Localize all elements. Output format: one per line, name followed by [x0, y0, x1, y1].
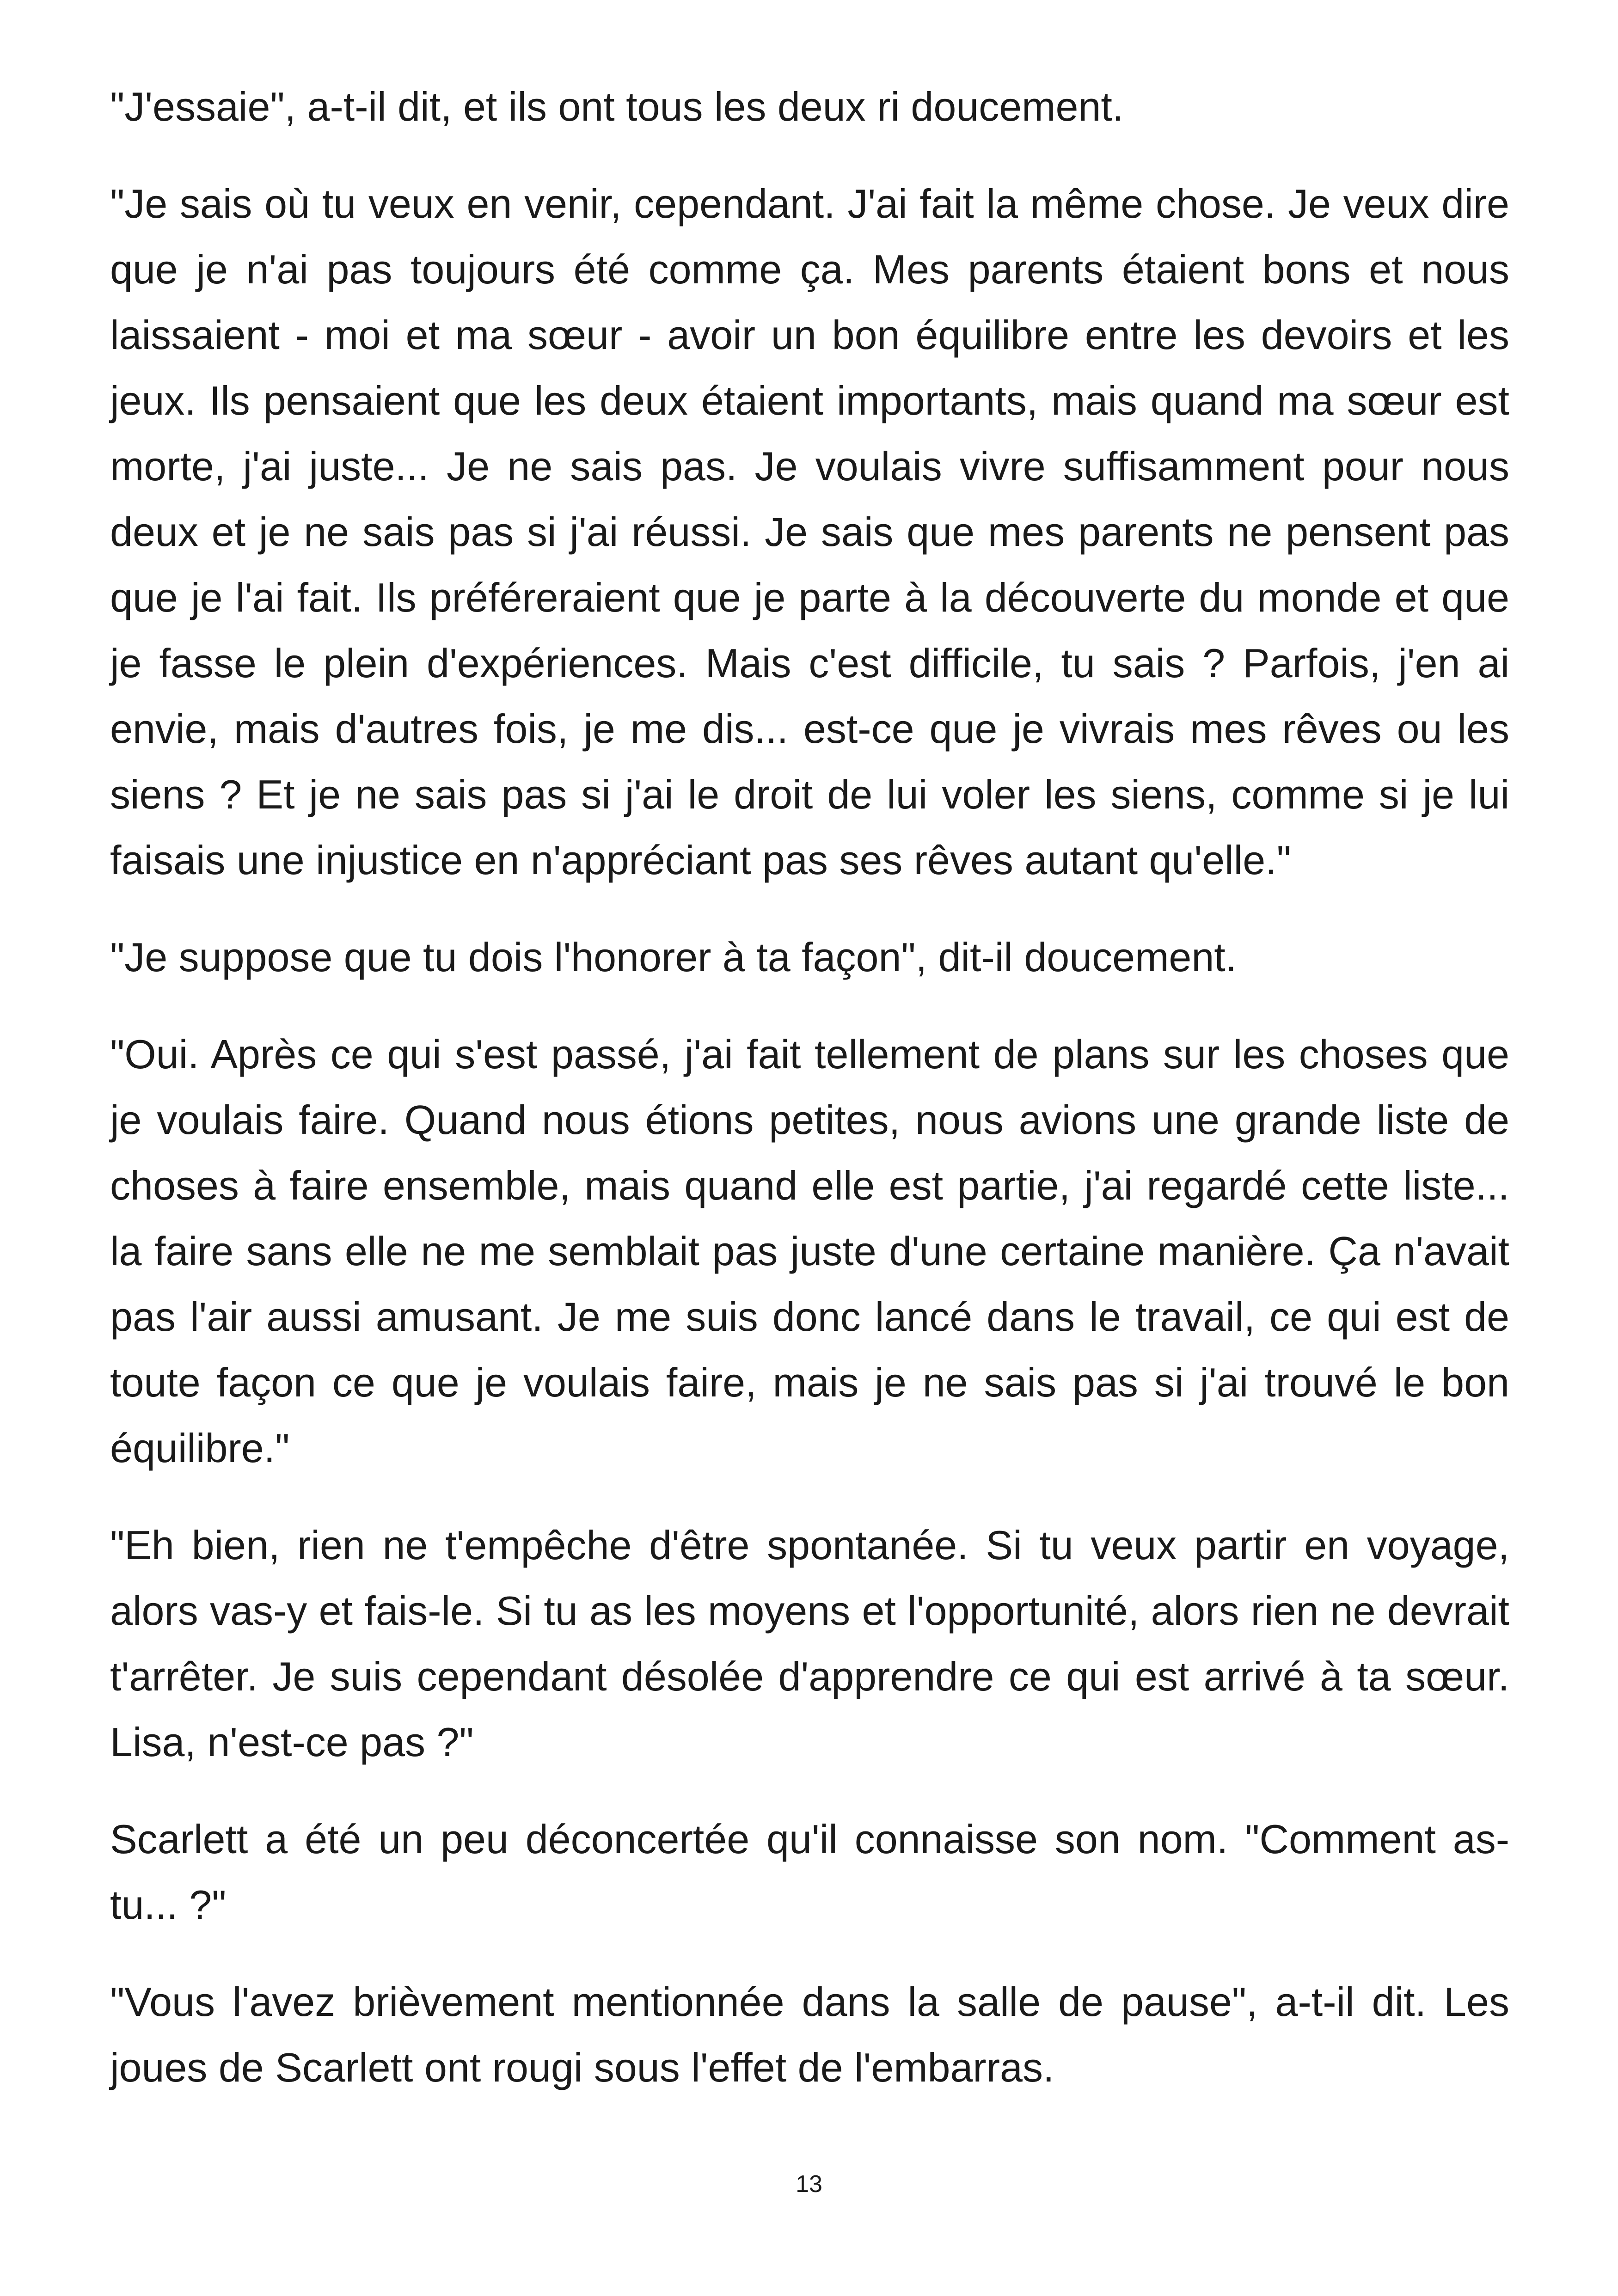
- body-text: [110, 74, 1509, 2132]
- paragraph: Scarlett a été un peu déconcertée qu'il connaisse son nom. "Comment as-tu... ?": [110, 1816, 1509, 1928]
- paragraph: "Je suppose que tu dois l'honorer à ta façon", dit-il doucement.: [110, 934, 1237, 980]
- paragraph: "Vous l'avez brièvement mentionnée dans la salle de pause", a-t-il dit. Les joues de Scarlett ont rougi sous l'effet de l'embarras.: [110, 1979, 1509, 2090]
- paragraph: "Je sais où tu veux en venir, cependant. J'ai fait la même chose. Je veux dire que je n'ai pas toujours été comme ça. Mes parents étaient bons et nous laissaient - moi et ma sœur - avoir un bon équilibre entre les devoirs et les jeux. Ils pensaient que les deux étaient importants, mais quand ma sœur est morte, j'ai juste... Je ne sais pas. Je voulais vivre suffisamment pour nous deux et je ne sais pas si j'ai réussi. Je sais que mes parents ne pensent pas que je l'ai fait. Ils préféreraient que je parte à la découverte du monde et que je fasse le plein d'expériences. Mais c'est difficile, tu sais ? Parfois, j'en ai envie, mais d'autres fois, je me dis... est-ce que je vivrais mes rêves ou les siens ? Et je ne sais pas si j'ai le droit de lui voler les siens, comme si je lui faisais une injustice en n'appréciant pas ses rêves autant qu'elle.": [110, 181, 1509, 883]
- paragraph: "Eh bien, rien ne t'empêche d'être spontanée. Si tu veux partir en voyage, alors vas-y et fais-le. Si tu as les moyens et l'opportunité, alors rien ne devrait t'arrêter. Je suis cependant désolée d'apprendre ce qui est arrivé à ta sœur. Lisa, n'est-ce pas ?": [110, 1522, 1509, 1765]
- page-number: 13: [796, 2171, 822, 2198]
- paragraph: "Oui. Après ce qui s'est passé, j'ai fait tellement de plans sur les choses que je voulais faire. Quand nous étions petites, nous avions une grande liste de choses à faire ensemble, mais quand elle est partie, j'ai regardé cette liste... la faire sans elle ne me semblait pas juste d'une certaine manière. Ça n'avait pas l'air aussi amusant. Je me suis donc lancé dans le travail, ce qui est de toute façon ce que je voulais faire, mais je ne sais pas si j'ai trouvé le bon équilibre.": [110, 1031, 1509, 1471]
- paragraph: "J'essaie", a-t-il dit, et ils ont tous les deux ri doucement.: [110, 84, 1124, 129]
